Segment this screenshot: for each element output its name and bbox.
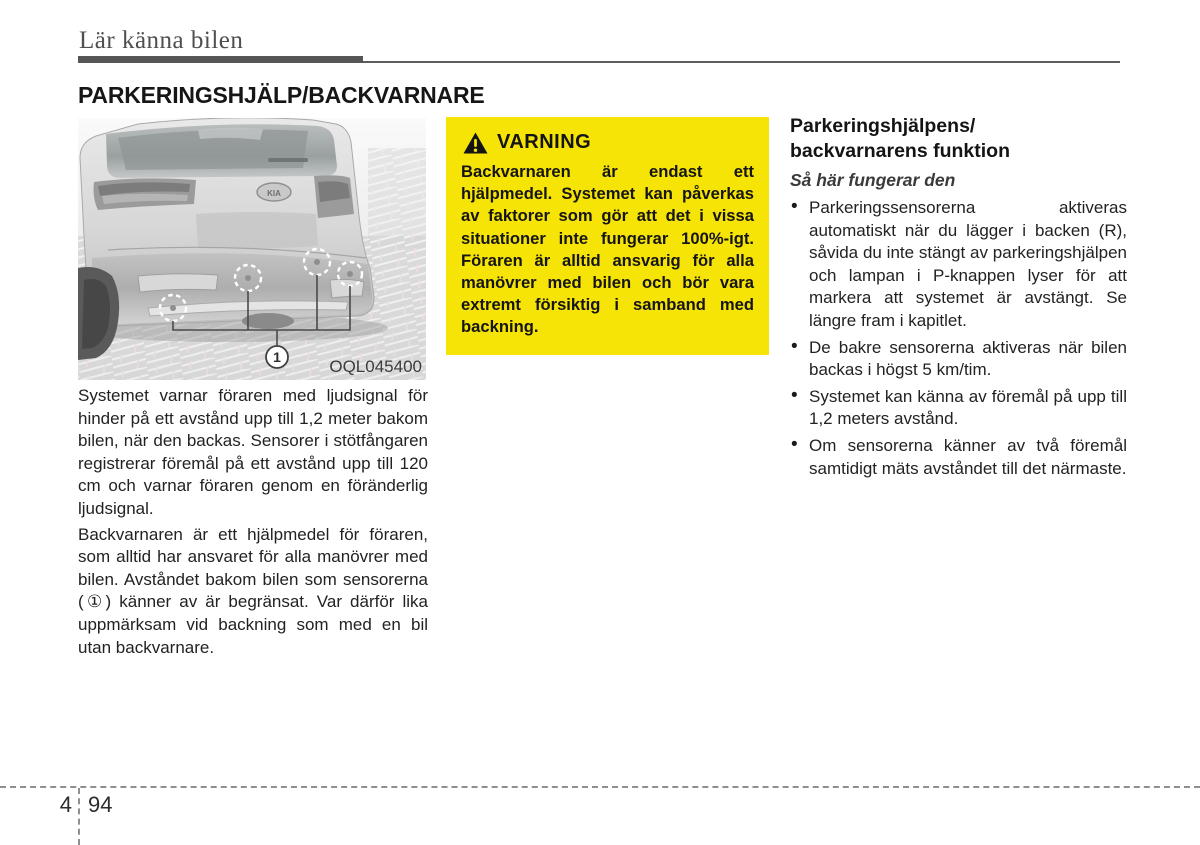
figure-caption-code: OQL045400 bbox=[329, 357, 422, 376]
page-number: 94 bbox=[88, 792, 113, 817]
bullet-list bbox=[790, 197, 1127, 480]
warning-box bbox=[446, 117, 769, 355]
body-paragraph: Systemet varnar föraren med ljudsignal för hinder på ett avstånd upp till 1,2 meter bakom bilen, när den backas. Sensorer i stötfångaren registrerar föremål på ett avstånd upp till 120 cm och varnar föraren genom en föränderlig ljudsignal. bbox=[78, 386, 428, 518]
kia-badge-text: KIA bbox=[267, 189, 281, 198]
license-recess bbox=[196, 212, 318, 249]
section-heading-line2: backvarnarens funktion bbox=[790, 139, 1010, 162]
callout-number: 1 bbox=[273, 349, 281, 365]
car-rear-figure bbox=[78, 118, 426, 380]
bullet-item: • De bakre sensorerna aktiveras när bilen backas i högst 5 km/tim. bbox=[790, 337, 1127, 382]
chapter-header: Lär känna bilen bbox=[79, 27, 244, 54]
warning-title: VARNING bbox=[497, 131, 592, 153]
section-heading bbox=[790, 114, 1127, 163]
page-title: PARKERINGSHJÄLP/BACKVARNARE bbox=[78, 82, 485, 108]
footer-trim-line bbox=[0, 786, 1200, 788]
body-paragraph: Backvarnaren är ett hjälpmedel för föraren, som alltid har ansvaret för alla manövrer med bilen. Avståndet bakom bilen som sensorerna (①) känner av är begränsat. Var därför lika uppmärksam vid backning som med en bil utan backvarnare. bbox=[78, 524, 428, 657]
footer-trim-line-vertical bbox=[78, 788, 80, 845]
section-heading-line1: Parkeringshjälpens/ bbox=[790, 115, 976, 137]
section-subheading: Så här fungerar den bbox=[790, 170, 956, 190]
bullet-item: • Om sensorerna känner av två föremål samtidigt mäts avståndet till det närmaste. bbox=[790, 435, 1127, 480]
warning-triangle-icon bbox=[463, 132, 488, 154]
bullet-item: • Systemet kan känna av föremål på upp till 1,2 meters avstånd. bbox=[790, 386, 1127, 431]
header-rule-thick bbox=[78, 56, 363, 63]
car-rear-illustration bbox=[78, 118, 426, 380]
warning-body: Backvarnaren är endast ett hjälpmedel. Systemet kan påverkas av faktorer som gör att det i vissa situationer inte fungerar 100%-igt. Föraren är alltid ansvarig för alla manövrer med bilen och bör vara extremt försiktig i samband med backning. bbox=[461, 162, 754, 337]
reflector-left bbox=[138, 274, 218, 292]
chapter-number: 4 bbox=[59, 792, 72, 817]
bullet-item: • Parkeringssensorerna aktiveras automatiskt när du lägger i backen (R), såvida du inte stängt av parkeringshjälpen och lampan i P-knappen lyser för att markera att systemet är avstängt. Se längre fram i kapitlet. bbox=[790, 197, 1127, 333]
left-column-text bbox=[78, 385, 428, 662]
exhaust-shadow bbox=[242, 313, 294, 329]
warning-title-row bbox=[463, 131, 754, 154]
right-column bbox=[790, 114, 1127, 484]
rear-wiper bbox=[268, 158, 308, 162]
